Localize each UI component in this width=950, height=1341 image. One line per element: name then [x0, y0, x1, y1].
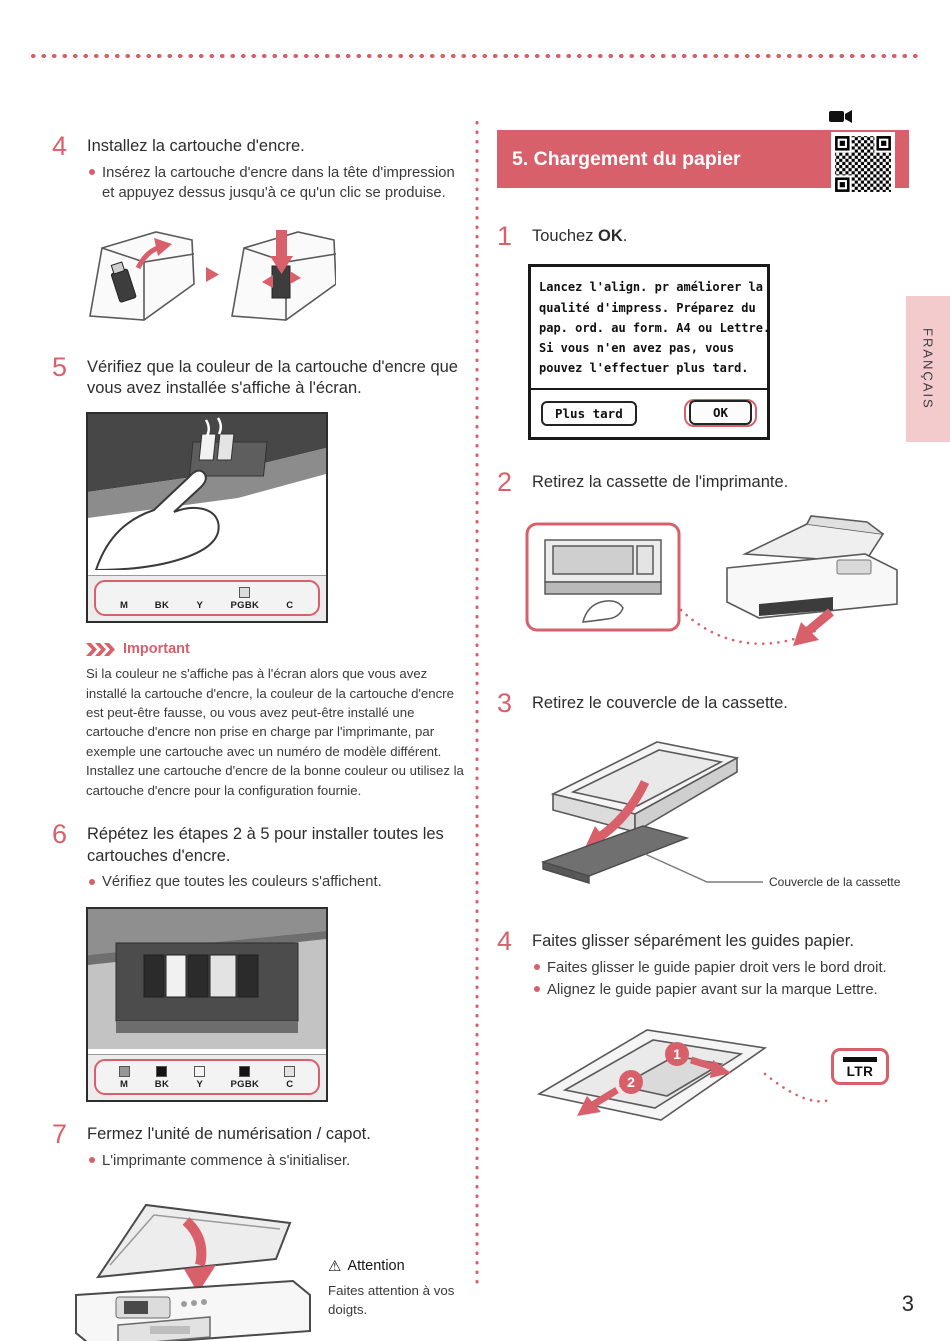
remove-cassette-illustration — [525, 510, 905, 662]
figure-remove-cover — [525, 732, 909, 905]
step-1-touch-ok — [497, 222, 909, 250]
ok-button-highlight — [684, 399, 757, 427]
warning-icon: ⚠ — [328, 1258, 342, 1276]
later-button: Plus tard — [541, 401, 637, 426]
cassette-cover-callout: Couvercle de la cassette — [769, 874, 901, 889]
step-4-install-cartridge — [52, 132, 464, 206]
close-unit-illustration — [58, 1185, 328, 1341]
ink-label-m: M — [119, 1078, 129, 1090]
step-bullet: Faites glisser le guide papier droit vers le bord droit. — [532, 958, 909, 978]
ink-label-bk: BK — [154, 1078, 170, 1090]
ink-swatch-y — [194, 1066, 205, 1077]
attention-text: Faites attention à vos doigts. — [328, 1283, 455, 1318]
lcd-button-row — [531, 388, 767, 437]
pull-arrow-icon — [807, 612, 831, 632]
important-chevrons-icon — [86, 643, 116, 656]
ink-swatch-m — [119, 1066, 130, 1077]
step-2-remove-cassette — [497, 468, 909, 496]
important-note — [86, 641, 464, 800]
language-tab — [906, 296, 950, 442]
step-number: 3 — [497, 688, 513, 719]
step-number: 6 — [52, 818, 68, 849]
ink-label-pgbk: PGBK — [230, 600, 260, 612]
ink-swatch-bk — [156, 1066, 167, 1077]
step-bullet: Insérez la cartouche d'encre dans la tête d'impression et appuyez dessus jusqu'à ce qu'un clic se produise. — [87, 163, 464, 204]
step-title: Touchez OK. — [532, 227, 628, 245]
step-bullet: L'imprimante commence à s'initialiser. — [87, 1151, 464, 1171]
step-bullet: Vérifiez que toutes les couleurs s'affichent. — [87, 872, 464, 892]
step-number: 2 — [497, 467, 513, 498]
step-number: 4 — [497, 925, 513, 956]
ink-indicator-badge — [94, 1059, 320, 1095]
step-title: Installez la cartouche d'encre. — [87, 137, 305, 155]
step-number: 4 — [52, 131, 68, 161]
step-title: Répétez les étapes 2 à 5 pour installer toutes les cartouches d'encre. — [87, 824, 444, 865]
marker-2-label: 2 — [627, 1074, 635, 1091]
printer-interior-illustration — [88, 414, 326, 570]
callout-leader-line — [645, 854, 763, 882]
ink-label-pgbk: PGBK — [230, 1078, 260, 1090]
step-number: 7 — [52, 1118, 68, 1149]
ink-label-y: Y — [196, 1078, 204, 1090]
section-title: 5. Chargement du papier — [512, 147, 741, 170]
step-number: 5 — [52, 351, 68, 382]
step-6-repeat — [52, 820, 464, 895]
qr-code — [831, 132, 895, 196]
step-title: Fermez l'unité de numérisation / capot. — [87, 1124, 371, 1143]
lcd-text-line: Lancez l'align. pr améliorer la — [539, 280, 763, 295]
ltr-mark-bar — [843, 1057, 877, 1062]
lcd-text-line: pouvez l'effectuer plus tard. — [539, 360, 749, 375]
ink-indicator-strip — [88, 575, 326, 621]
left-column — [52, 132, 464, 1341]
next-triangle-icon — [206, 267, 219, 282]
ink-indicator-badge — [94, 580, 320, 616]
important-text: Si la couleur ne s'affiche pas à l'écran alors que vous avez installé la cartouche d'encre, la couleur de la cartouche d'encre est peut-être fausse, ou vous avez peut-être installé une cartouche d'encre non prise en charge par l'imprimante, par exemple une cartouche avec un numéro de modèle différent. Installez une cartouche d'encre de la bonne couleur ou utilisez la cartouche d'encre pour la configuration fournie. — [86, 666, 464, 798]
ok-button: OK — [689, 400, 752, 425]
lcd-text-line: Si vous n'en avez pas, vous — [539, 340, 735, 355]
ink-swatch-pgbk — [239, 587, 250, 598]
top-dotted-divider — [28, 53, 922, 59]
all-cartridges-illustration — [88, 909, 326, 1049]
figure-remove-cassette — [525, 510, 909, 667]
section-header — [497, 130, 909, 188]
attention-note — [328, 1257, 460, 1320]
step-5-check-color — [52, 353, 464, 401]
ink-swatch-pgbk — [239, 1066, 250, 1077]
step-3-remove-cover — [497, 689, 909, 717]
language-tab-label: FRANÇAIS — [920, 328, 936, 410]
lcd-text-line: pap. ord. au form. A4 ou Lettre. — [539, 320, 771, 335]
ink-label-y: Y — [196, 600, 204, 612]
video-icon — [829, 109, 853, 124]
ink-label-c: C — [286, 600, 294, 612]
step-7-close-unit — [52, 1120, 464, 1173]
figure-all-cartridges — [86, 907, 328, 1102]
figure-install-cartridge — [86, 218, 464, 335]
column-dotted-divider — [474, 118, 480, 1285]
ink-indicator-strip — [88, 1054, 326, 1100]
marker-1-label: 1 — [673, 1046, 681, 1063]
ltr-mark-label: LTR — [846, 1063, 874, 1079]
step-bullet: Alignez le guide papier avant sur la marque Lettre. — [532, 980, 909, 1000]
ink-label-bk: BK — [154, 600, 170, 612]
important-label: Important — [123, 641, 190, 658]
attention-label: Attention — [347, 1258, 405, 1275]
ink-swatch-c — [284, 1066, 295, 1077]
step-title: Vérifiez que la couleur de la cartouche d'encre que vous avez installée s'affiche à l'écran. — [87, 357, 458, 398]
figure-close-scan-unit — [58, 1185, 464, 1341]
ink-label-c: C — [286, 1078, 294, 1090]
step-title: Retirez la cassette de l'imprimante. — [532, 473, 789, 492]
step-4-slide-guides — [497, 927, 909, 1003]
printer-lcd-screen — [528, 264, 770, 440]
step-title: Retirez le couvercle de la cassette. — [532, 694, 788, 713]
ink-label-m: M — [119, 600, 129, 612]
figure-paper-guides — [525, 1016, 909, 1149]
dotted-guide-line — [765, 1074, 829, 1101]
right-column — [497, 130, 909, 1171]
figure-check-ink-color — [86, 412, 328, 623]
ltr-mark — [831, 1048, 889, 1085]
step-title: Faites glisser séparément les guides papier. — [532, 931, 854, 950]
install-cartridge-illustration — [86, 218, 336, 330]
page-number: 3 — [901, 1291, 914, 1316]
lcd-text-line: qualité d'impress. Préparez du — [539, 300, 756, 315]
step-number: 1 — [497, 221, 513, 251]
